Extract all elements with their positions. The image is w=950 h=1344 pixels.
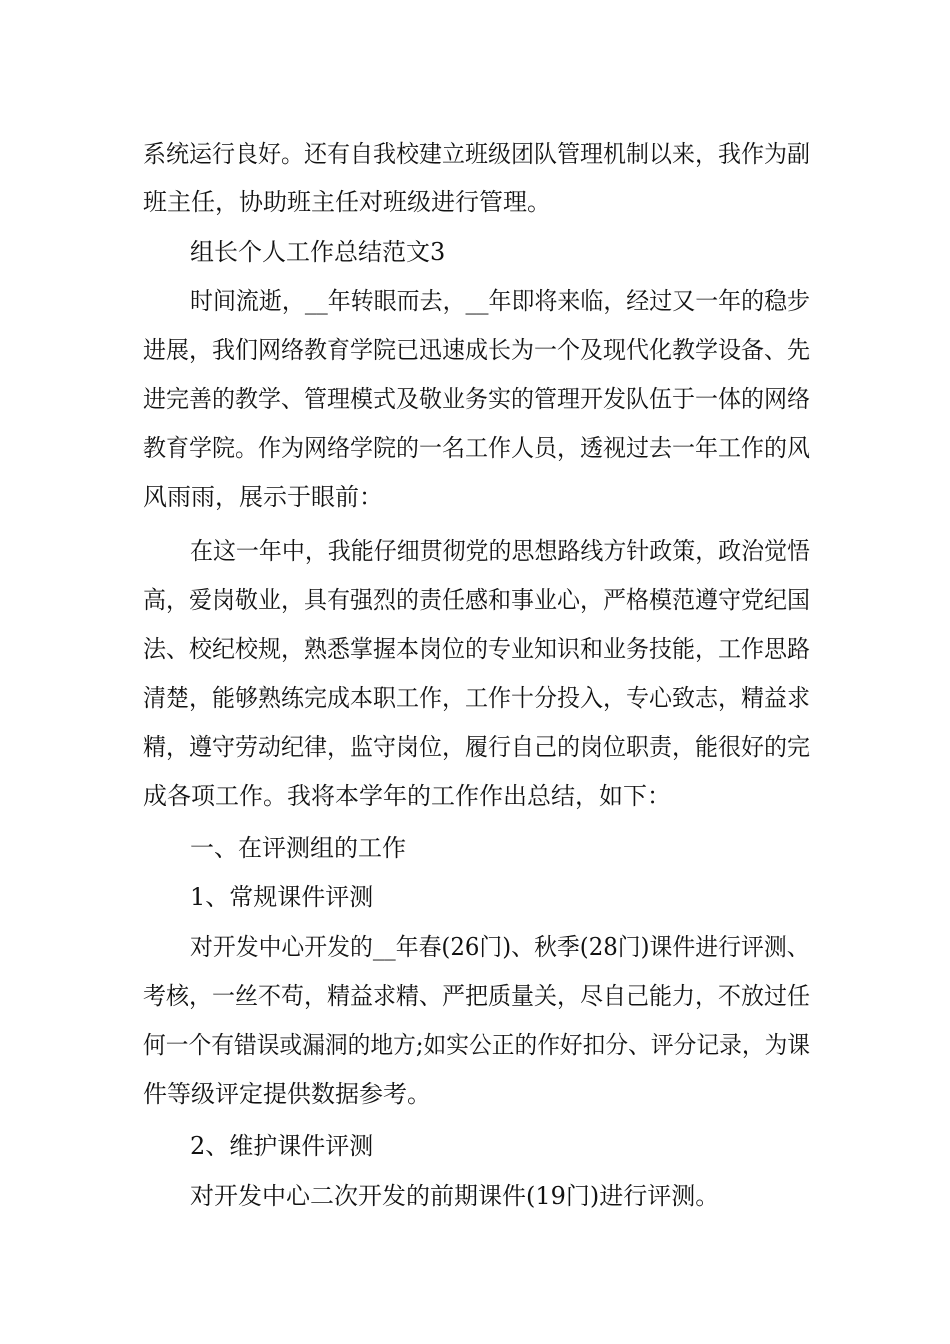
- paragraph-line: 在这一年中，我能仔细贯彻党的思想路线方针政策，政治觉悟: [190, 537, 811, 565]
- paragraph-line: 进完善的教学、管理模式及敬业务实的管理开发队伍于一体的网络: [143, 385, 810, 413]
- paragraph-line: 对开发中心二次开发的前期课件(19门)进行评测。: [190, 1182, 720, 1210]
- subsection-heading: 2、维护课件评测: [190, 1132, 374, 1160]
- paragraph-line: 精，遵守劳动纪律，监守岗位，履行自己的岗位职责，能很好的完: [143, 733, 810, 761]
- section-heading: 一、在评测组的工作: [190, 834, 406, 862]
- paragraph-line: 班主任，协助班主任对班级进行管理。: [143, 188, 551, 216]
- paragraph-line: 清楚，能够熟练完成本职工作，工作十分投入，专心致志，精益求: [143, 684, 810, 712]
- paragraph-line: 法、校纪校规，熟悉掌握本岗位的专业知识和业务技能，工作思路: [143, 635, 810, 663]
- paragraph-line: 对开发中心开发的__年春(26门)、秋季(28门)课件进行评测、: [190, 933, 810, 961]
- paragraph-line: 高，爱岗敬业，具有强烈的责任感和事业心，严格模范遵守党纪国: [143, 586, 810, 614]
- paragraph-line: 成各项工作。我将本学年的工作作出总结，如下：: [143, 782, 671, 810]
- paragraph-line: 系统运行良好。还有自我校建立班级团队管理机制以来，我作为副: [143, 140, 810, 168]
- subsection-heading: 1、常规课件评测: [190, 883, 374, 911]
- paragraph-line: 进展，我们网络教育学院已迅速成长为一个及现代化教学设备、先: [143, 336, 810, 364]
- paragraph-line: 考核，一丝不苟，精益求精、严把质量关，尽自己能力，不放过任: [143, 982, 810, 1010]
- paragraph-line: 件等级评定提供数据参考。: [143, 1080, 431, 1108]
- paragraph-line: 风雨雨，展示于眼前：: [143, 483, 383, 511]
- section-heading: 组长个人工作总结范文3: [190, 238, 446, 266]
- paragraph-line: 时间流逝，__年转眼而去，__年即将来临，经过又一年的稳步: [190, 287, 811, 315]
- paragraph-line: 何一个有错误或漏洞的地方;如实公正的作好扣分、评分记录，为课: [143, 1031, 811, 1059]
- paragraph-line: 教育学院。作为网络学院的一名工作人员，透视过去一年工作的风: [143, 434, 810, 462]
